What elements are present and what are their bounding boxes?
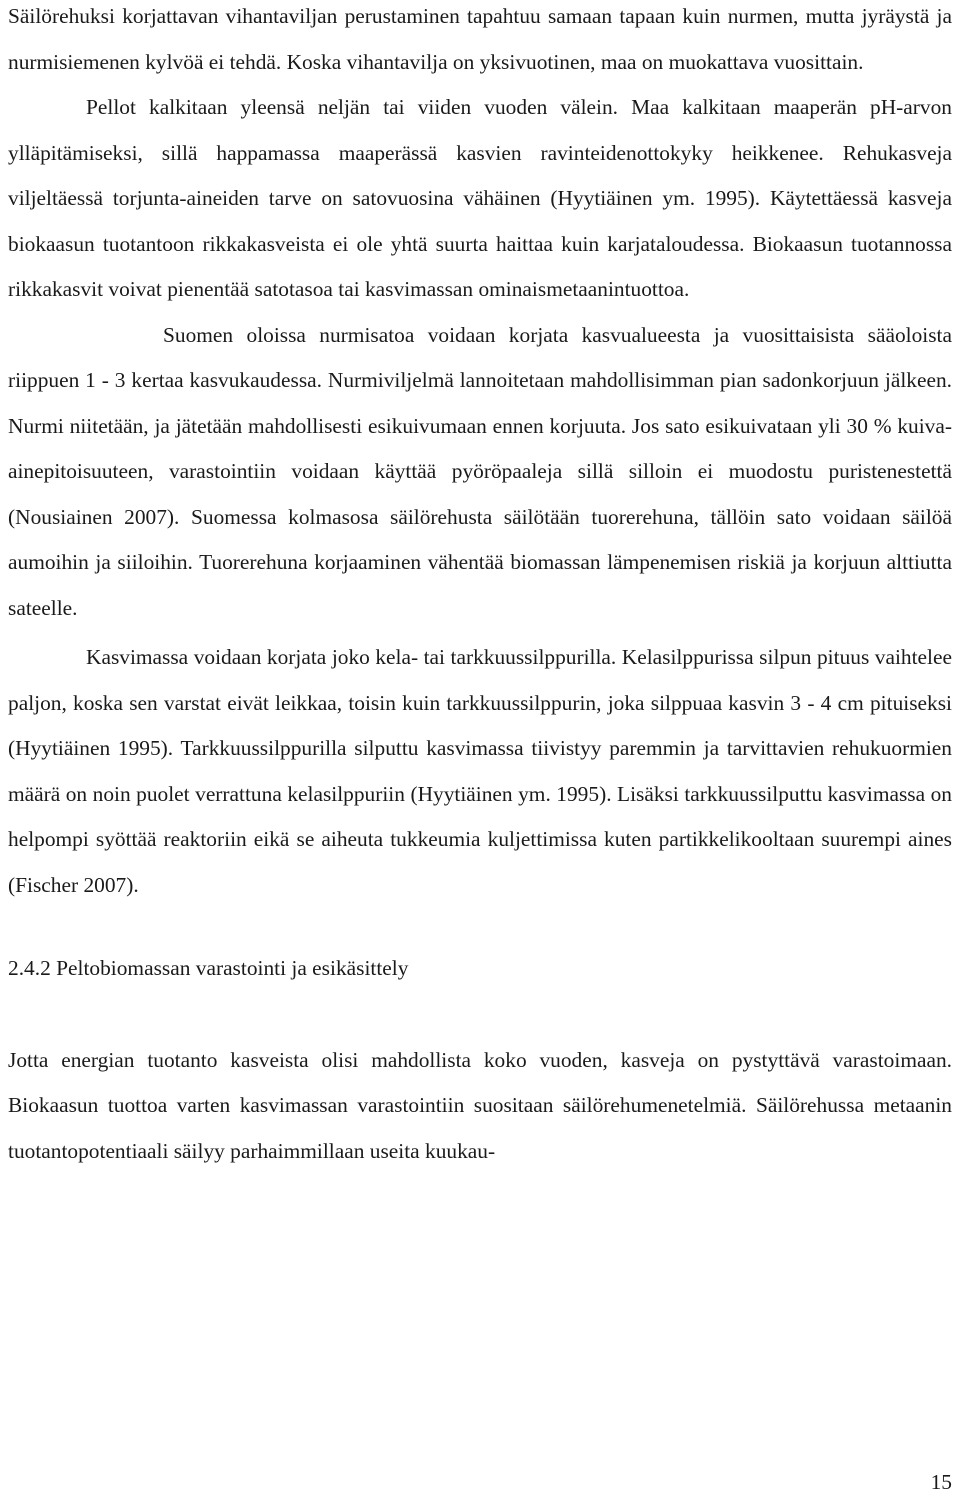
paragraph-kalkitus: Pellot kalkitaan yleensä neljän tai viiden vuoden välein. Maa kalkitaan maaperän pH-arvon ylläpitämiseksi, sillä happamassa maaperässä kasvien ravinteidenottokyky heikkenee. Rehukasveja viljeltäessä torjunta-aineiden tarve on satovuosina vähäinen (Hyytiäinen ym. 1995). Käytettäessä kasveja biokaasun tuotantoon rikkakasveista ei ole yhtä suurta haittaa kuin karjataloudessa. Biokaasun tuotannossa rikkakasvit voivat pienentää satotasoa tai kasvimassan ominaismetaanintuottoa.	[8, 95, 952, 301]
paragraph-vihantavilja: Säilörehuksi korjattavan vihantaviljan perustaminen tapahtuu samaan tapaan kuin nurmen, mutta jyräystä ja nurmisiemenen kylvöä ei tehdä. Koska vihantavilja on yksivuotinen, maa on muokattava vuosittain.	[8, 4, 952, 74]
paragraph-silppuri: Kasvimassa voidaan korjata joko kela- tai tarkkuussilppurilla. Kelasilppurissa silpun pituus vaihtelee paljon, koska sen varstat eivät leikkaa, toisin kuin tarkkuussilppurin, joka silppuaa kasvin 3 - 4 cm pituiseksi (Hyytiäinen 1995). Tarkkuussilppurilla silputtu kasvimassa tiivistyy paremmin ja tarvittavien rehukuormien määrä on noin puolet verrattuna kelasilppuriin (Hyytiäinen ym. 1995). Lisäksi tarkkuussilputtu kasvimassa on helpompi syöttää reaktoriin eikä se aiheuta tukkeumia kuljettimissa kuten partikkelikooltaan suurempi aines (Fischer 2007).	[8, 645, 952, 897]
section-heading: 2.4.2 Peltobiomassan varastointi ja esikäsittely	[8, 956, 409, 980]
paragraph-nurmisato: Suomen oloissa nurmisatoa voidaan korjata kasvualueesta ja vuosittaisista sääoloista riippuen 1 - 3 kertaa kasvukaudessa. Nurmiviljelmä lannoitetaan mahdollisimman pian sadonkorjuun jälkeen. Nurmi niitetään, ja jätetään mahdollisesti esikuivumaan ennen korjuuta. Jos sato esikuivataan yli 30 % kuiva-ainepitoisuuteen, varastointiin voidaan käyttää pyöröpaaleja sillä silloin ei muodostu puristenestettä (Nousiainen 2007). Suomessa kolmasosa säilörehusta säilötään tuorerehuna, tällöin sato voidaan säilöä aumoihin ja siiloihin. Tuorerehuna korjaaminen vähentää biomassan lämpenemisen riskiä ja korjuun alttiutta sateelle.	[8, 322, 952, 620]
paragraph-varastointi: Jotta energian tuotanto kasveista olisi mahdollista koko vuoden, kasveja on pystyttävä varastoimaan. Biokaasun tuottoa varten kasvimassan varastointiin suositaan säilörehumenetelmiä. Säilörehussa metaanin tuotantopotentiaali säilyy parhaimmillaan useita kuukau-	[8, 1047, 952, 1163]
page-number: 15	[930, 1470, 952, 1494]
page-body	[8, 0, 952, 1174]
